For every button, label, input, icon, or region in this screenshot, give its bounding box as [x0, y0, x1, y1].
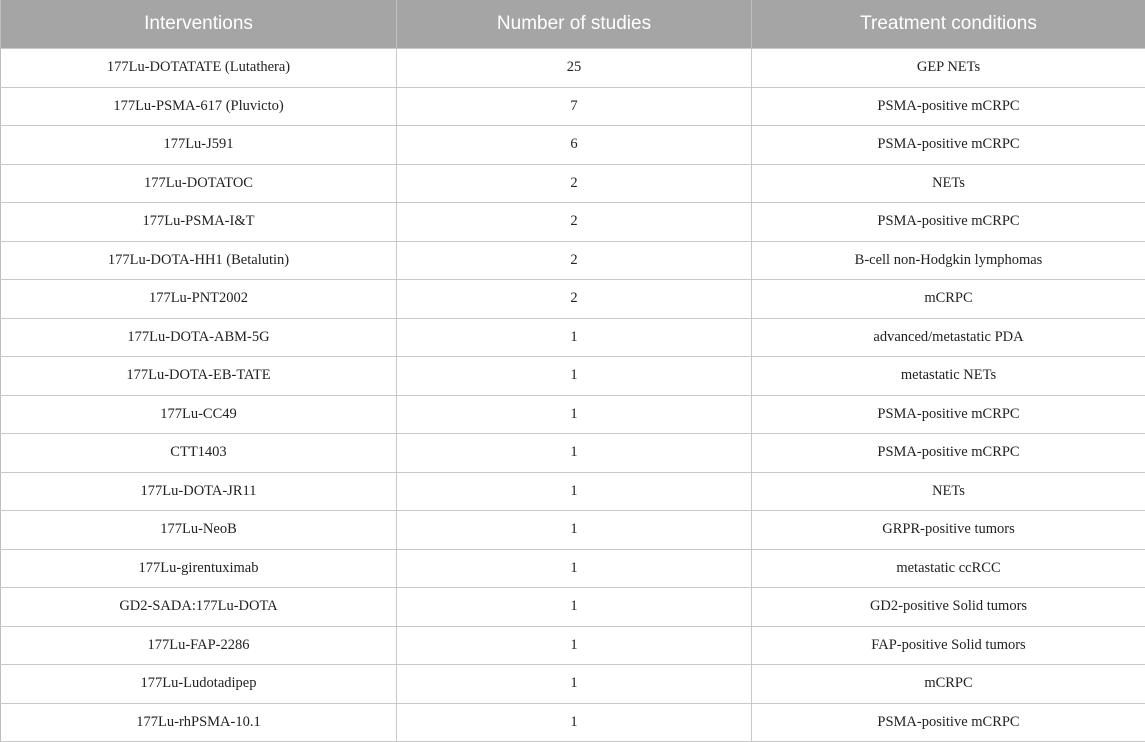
- intervention-cell: 177Lu-PNT2002: [1, 280, 397, 319]
- study-count-cell: 1: [397, 434, 752, 473]
- table-row: [1, 626, 1145, 665]
- treatment-condition-cell: FAP-positive Solid tumors: [752, 626, 1145, 665]
- treatment-condition-cell: NETs: [752, 472, 1145, 511]
- table-row: [1, 164, 1145, 203]
- table-row: [1, 357, 1145, 396]
- treatment-condition-cell: metastatic ccRCC: [752, 549, 1145, 588]
- table-row: [1, 126, 1145, 165]
- intervention-cell: CTT1403: [1, 434, 397, 473]
- treatment-condition-cell: B-cell non-Hodgkin lymphomas: [752, 241, 1145, 280]
- intervention-cell: GD2-SADA:177Lu-DOTA: [1, 588, 397, 627]
- header-interventions: Interventions: [1, 0, 397, 49]
- study-count-cell: 1: [397, 511, 752, 550]
- table-row: [1, 49, 1145, 88]
- study-count-cell: 1: [397, 665, 752, 704]
- study-count-cell: 1: [397, 626, 752, 665]
- study-count-cell: 1: [397, 588, 752, 627]
- intervention-cell: 177Lu-girentuximab: [1, 549, 397, 588]
- study-count-cell: 25: [397, 49, 752, 88]
- table-header: [1, 0, 1145, 49]
- header-treatment-conditions: Treatment conditions: [752, 0, 1145, 49]
- treatment-condition-cell: PSMA-positive mCRPC: [752, 87, 1145, 126]
- study-count-cell: 2: [397, 241, 752, 280]
- intervention-cell: 177Lu-J591: [1, 126, 397, 165]
- study-count-cell: 1: [397, 549, 752, 588]
- treatment-condition-cell: advanced/metastatic PDA: [752, 318, 1145, 357]
- study-count-cell: 2: [397, 203, 752, 242]
- table-row: [1, 280, 1145, 319]
- intervention-cell: 177Lu-DOTATOC: [1, 164, 397, 203]
- treatment-condition-cell: PSMA-positive mCRPC: [752, 203, 1145, 242]
- table-row: [1, 318, 1145, 357]
- treatment-condition-cell: mCRPC: [752, 280, 1145, 319]
- header-row: [1, 0, 1145, 49]
- intervention-cell: 177Lu-DOTA-ABM-5G: [1, 318, 397, 357]
- study-count-cell: 7: [397, 87, 752, 126]
- table-row: [1, 203, 1145, 242]
- table-row: [1, 588, 1145, 627]
- table-row: [1, 549, 1145, 588]
- table-row: [1, 665, 1145, 704]
- study-count-cell: 1: [397, 318, 752, 357]
- intervention-cell: 177Lu-DOTA-JR11: [1, 472, 397, 511]
- treatment-condition-cell: NETs: [752, 164, 1145, 203]
- study-count-cell: 6: [397, 126, 752, 165]
- treatment-condition-cell: GEP NETs: [752, 49, 1145, 88]
- header-number-of-studies: Number of studies: [397, 0, 752, 49]
- intervention-cell: 177Lu-DOTA-EB-TATE: [1, 357, 397, 396]
- table-row: [1, 472, 1145, 511]
- treatment-condition-cell: PSMA-positive mCRPC: [752, 126, 1145, 165]
- table-row: [1, 511, 1145, 550]
- table-row: [1, 703, 1145, 742]
- study-count-cell: 1: [397, 395, 752, 434]
- intervention-cell: 177Lu-NeoB: [1, 511, 397, 550]
- study-count-cell: 1: [397, 357, 752, 396]
- treatment-condition-cell: PSMA-positive mCRPC: [752, 434, 1145, 473]
- intervention-cell: 177Lu-CC49: [1, 395, 397, 434]
- table-row: [1, 87, 1145, 126]
- treatment-condition-cell: GD2-positive Solid tumors: [752, 588, 1145, 627]
- table-body: [1, 49, 1145, 742]
- study-count-cell: 2: [397, 164, 752, 203]
- treatment-condition-cell: GRPR-positive tumors: [752, 511, 1145, 550]
- treatment-condition-cell: metastatic NETs: [752, 357, 1145, 396]
- treatment-condition-cell: PSMA-positive mCRPC: [752, 703, 1145, 742]
- study-count-cell: 2: [397, 280, 752, 319]
- treatment-condition-cell: PSMA-positive mCRPC: [752, 395, 1145, 434]
- intervention-cell: 177Lu-DOTA-HH1 (Betalutin): [1, 241, 397, 280]
- study-count-cell: 1: [397, 703, 752, 742]
- table-row: [1, 434, 1145, 473]
- intervention-cell: 177Lu-FAP-2286: [1, 626, 397, 665]
- study-count-cell: 1: [397, 472, 752, 511]
- treatment-condition-cell: mCRPC: [752, 665, 1145, 704]
- table-row: [1, 241, 1145, 280]
- intervention-cell: 177Lu-Ludotadipep: [1, 665, 397, 704]
- table-row: [1, 395, 1145, 434]
- intervention-cell: 177Lu-rhPSMA-10.1: [1, 703, 397, 742]
- intervention-cell: 177Lu-DOTATATE (Lutathera): [1, 49, 397, 88]
- intervention-cell: 177Lu-PSMA-I&T: [1, 203, 397, 242]
- intervention-cell: 177Lu-PSMA-617 (Pluvicto): [1, 87, 397, 126]
